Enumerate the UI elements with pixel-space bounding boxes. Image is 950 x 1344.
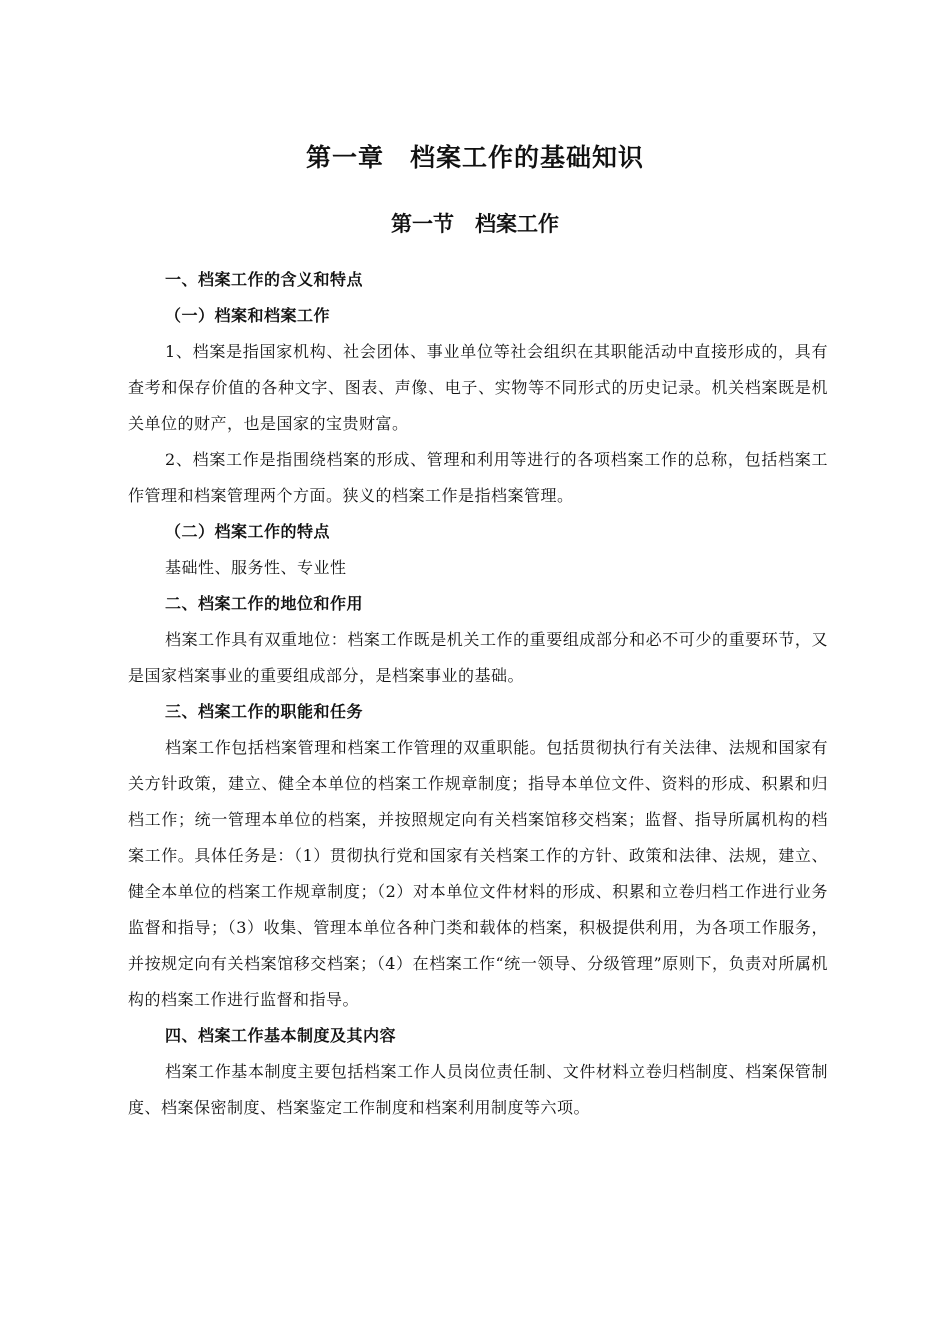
paragraph-features: 基础性、服务性、专业性 bbox=[165, 558, 347, 577]
paragraph-status: 档案工作具有双重地位：档案工作既是机关工作的重要组成部分和必不可少的重要环节，又是国家档案事业的重要组成部分，是档案事业的基础。 bbox=[128, 630, 828, 685]
section-title: 第一节 档案工作 bbox=[391, 212, 559, 236]
paragraph-archive-definition: 1、档案是指国家机构、社会团体、事业单位等社会组织在其职能活动中直接形成的，具有查考和保存价值的各种文字、图表、声像、电子、实物等不同形式的历史记录。机关档案既是机关单位的财产，也是国家的宝贵财富。 bbox=[128, 342, 828, 433]
document-body bbox=[128, 262, 828, 1126]
heading-basic-systems: 四、档案工作基本制度及其内容 bbox=[165, 1026, 397, 1045]
paragraph-basic-systems: 档案工作基本制度主要包括档案工作人员岗位责任制、文件材料立卷归档制度、档案保管制度、档案保密制度、档案鉴定工作制度和档案利用制度等六项。 bbox=[128, 1062, 828, 1117]
paragraph-functions: 档案工作包括档案管理和档案工作管理的双重职能。包括贯彻执行有关法律、法规和国家有关方针政策，建立、健全本单位的档案工作规章制度；指导本单位文件、资料的形成、积累和归档工作；统一管理本单位的档案，并按照规定向有关档案馆移交档案；监督、指导所属机构的档案工作。具体任务是：（1）贯彻执行党和国家有关档案工作的方针、政策和法律、法规，建立、健全本单位的档案工作规章制度；（2）对本单位文件材料的形成、积累和立卷归档工作进行业务监督和指导；（3）收集、管理本单位各种门类和载体的档案，积极提供利用，为各项工作服务，并按规定向有关档案馆移交档案；（4）在档案工作“统一领导、分级管理”原则下，负责对所属机构的档案工作进行监督和指导。 bbox=[128, 738, 828, 1009]
subheading-features: （二）档案工作的特点 bbox=[165, 522, 331, 541]
subheading-archives-and-archival-work: （一）档案和档案工作 bbox=[165, 306, 331, 325]
heading-meaning-and-features: 一、档案工作的含义和特点 bbox=[165, 270, 364, 289]
heading-status-and-role: 二、档案工作的地位和作用 bbox=[165, 594, 364, 613]
chapter-title: 第一章 档案工作的基础知识 bbox=[305, 143, 644, 172]
heading-functions-and-tasks: 三、档案工作的职能和任务 bbox=[165, 702, 364, 721]
paragraph-archival-work-definition: 2、档案工作是指围绕档案的形成、管理和利用等进行的各项档案工作的总称，包括档案工作管理和档案管理两个方面。狭义的档案工作是指档案管理。 bbox=[128, 450, 828, 505]
